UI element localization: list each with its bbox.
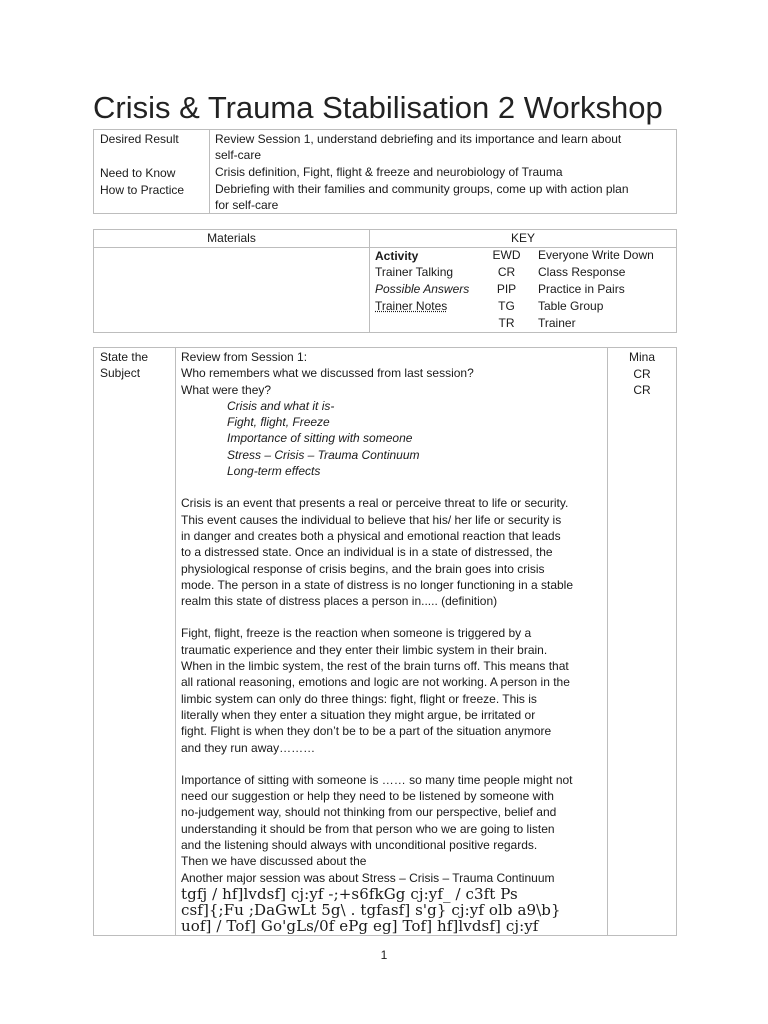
review-heading: Review from Session 1: <box>181 350 308 364</box>
fff-paragraph-line: and they run away……… <box>181 740 316 755</box>
subject-label: Subject <box>100 366 141 380</box>
crisis-paragraph-line: mode. The person in a state of distress is no longer functioning in a stable <box>181 577 574 592</box>
sitting-paragraph-line: and the listening should always with unconditional positive regards. <box>181 838 538 853</box>
key-code: EWD <box>492 248 521 262</box>
overview-table <box>93 129 677 214</box>
sitting-paragraph-line: need our suggestion or help they need to be listened by someone with <box>181 789 554 804</box>
sitting-paragraph-line: no-judgement way, should not thinking from our perspective, belief and <box>181 805 557 820</box>
possible-answers-label: Possible Answers <box>375 282 470 296</box>
crisis-paragraph-line: in danger and creates both a physical and emotional reaction that leads <box>181 528 561 543</box>
question: What were they? <box>181 382 272 397</box>
key-code: TR <box>498 316 515 330</box>
trainer-talking-label: Trainer Talking <box>375 265 454 279</box>
trainer-notes-label: Trainer Notes <box>375 299 448 313</box>
topic-item: Crisis and what it is- <box>227 398 335 413</box>
key-description: Table Group <box>538 299 604 313</box>
need-to-know-label: Need to Know <box>100 166 176 180</box>
topic-item: Fight, flight, Freeze <box>227 415 330 430</box>
sitting-paragraph-line: understanding it should be from that person who we are going to listen <box>181 821 555 836</box>
need-to-know-value: Crisis definition, Fight, flight & freeze and neurobiology of Trauma <box>215 165 563 179</box>
fff-paragraph-line: limbic system can only do three things: fight, flight or freeze. This is <box>181 691 537 706</box>
fff-paragraph-line: fight. Flight is when they don’t be to be a part of the situation anymore <box>181 724 552 739</box>
materials-key-table <box>93 229 677 333</box>
fff-paragraph-line: traumatic experience and they enter their limbic system in their brain. <box>181 642 548 657</box>
nepali-text-line: tgfj / hf]lvdsf] cj:yf -;+s6fkGg cj:yf_ / c3ft Ps <box>181 884 518 903</box>
fff-paragraph-line: Fight, flight, freeze is the reaction when someone is triggered by a <box>181 626 532 641</box>
column-divider <box>369 230 370 332</box>
activity-code: CR <box>633 383 651 397</box>
sitting-paragraph-line: Importance of sitting with someone is …… so many time people might not <box>181 772 573 787</box>
column-divider <box>209 130 210 213</box>
materials-header: Materials <box>207 231 256 245</box>
page-number: 1 <box>380 948 388 962</box>
facilitator-name: Mina <box>628 350 655 364</box>
desired-result-line-1: Review Session 1, understand debriefing and its importance and learn about <box>215 132 622 146</box>
subject-label: State the <box>100 350 149 364</box>
fff-paragraph-line: literally when they enter a situation they might argue, be irritated or <box>181 707 536 722</box>
nepali-text-line: csf]{;Fu ;DaGwLt 5g\ . tgfasf] s'g} cj:yf olb a9\b} <box>181 900 561 919</box>
how-to-practice-line-1: Debriefing with their families and community groups, come up with action plan <box>215 182 629 196</box>
crisis-paragraph-line: Crisis is an event that presents a real or perceive threat to life or security. <box>181 496 569 511</box>
activity-code: CR <box>633 366 651 381</box>
nepali-text-line: uof] / Tof] Go'gLs/0f ePg eg] Tof] hf]lvdsf] cj:yf <box>181 916 539 935</box>
crisis-paragraph-line: to a distressed state. Once an individual is in a state of distressed, the <box>181 545 553 560</box>
activity-label: Activity <box>375 249 419 263</box>
topic-item: Stress – Crisis – Trauma Continuum <box>227 447 420 462</box>
column-divider <box>175 348 176 935</box>
subject-cell <box>100 349 172 381</box>
key-code: CR <box>497 265 516 279</box>
key-description: Class Response <box>538 265 626 279</box>
key-description: Everyone Write Down <box>538 248 654 262</box>
fff-paragraph-line: When in the limbic system, the rest of the brain turns off. This means that <box>181 659 569 674</box>
topic-item: Long-term effects <box>227 464 321 479</box>
session-table <box>93 347 677 936</box>
sitting-paragraph-line: Then we have discussed about the <box>181 854 367 869</box>
desired-result-label: Desired Result <box>100 132 179 146</box>
continuum-line: Another major session was about Stress – Crisis – Trauma Continuum <box>181 870 555 885</box>
page-title: Crisis & Trauma Stabilisation 2 Workshop <box>93 90 663 125</box>
key-description: Trainer <box>538 316 576 330</box>
fff-paragraph-line: all rational reasoning, emotions and logic are not working. A person in the <box>181 675 570 690</box>
key-description: Practice in Pairs <box>538 282 625 296</box>
key-code: TG <box>498 299 515 313</box>
session-content <box>181 349 606 934</box>
crisis-paragraph-line: This event causes the individual to believe that his/ her life or security is <box>181 512 562 527</box>
desired-result-line-2: self-care <box>215 148 262 162</box>
column-divider <box>607 348 608 935</box>
crisis-paragraph-line: realm this state of distress places a person in..... (definition) <box>181 594 498 609</box>
how-to-practice-label: How to Practice <box>100 183 185 197</box>
key-code: PIP <box>496 282 517 296</box>
key-header: KEY <box>510 231 535 245</box>
who-cell <box>608 349 676 399</box>
crisis-paragraph-line: physiological response of crisis begins, and the brain goes into crisis <box>181 561 545 576</box>
question: Who remembers what we discussed from last session? <box>181 366 474 381</box>
how-to-practice-line-2: for self-care <box>215 198 279 212</box>
topic-item: Importance of sitting with someone <box>227 431 413 446</box>
